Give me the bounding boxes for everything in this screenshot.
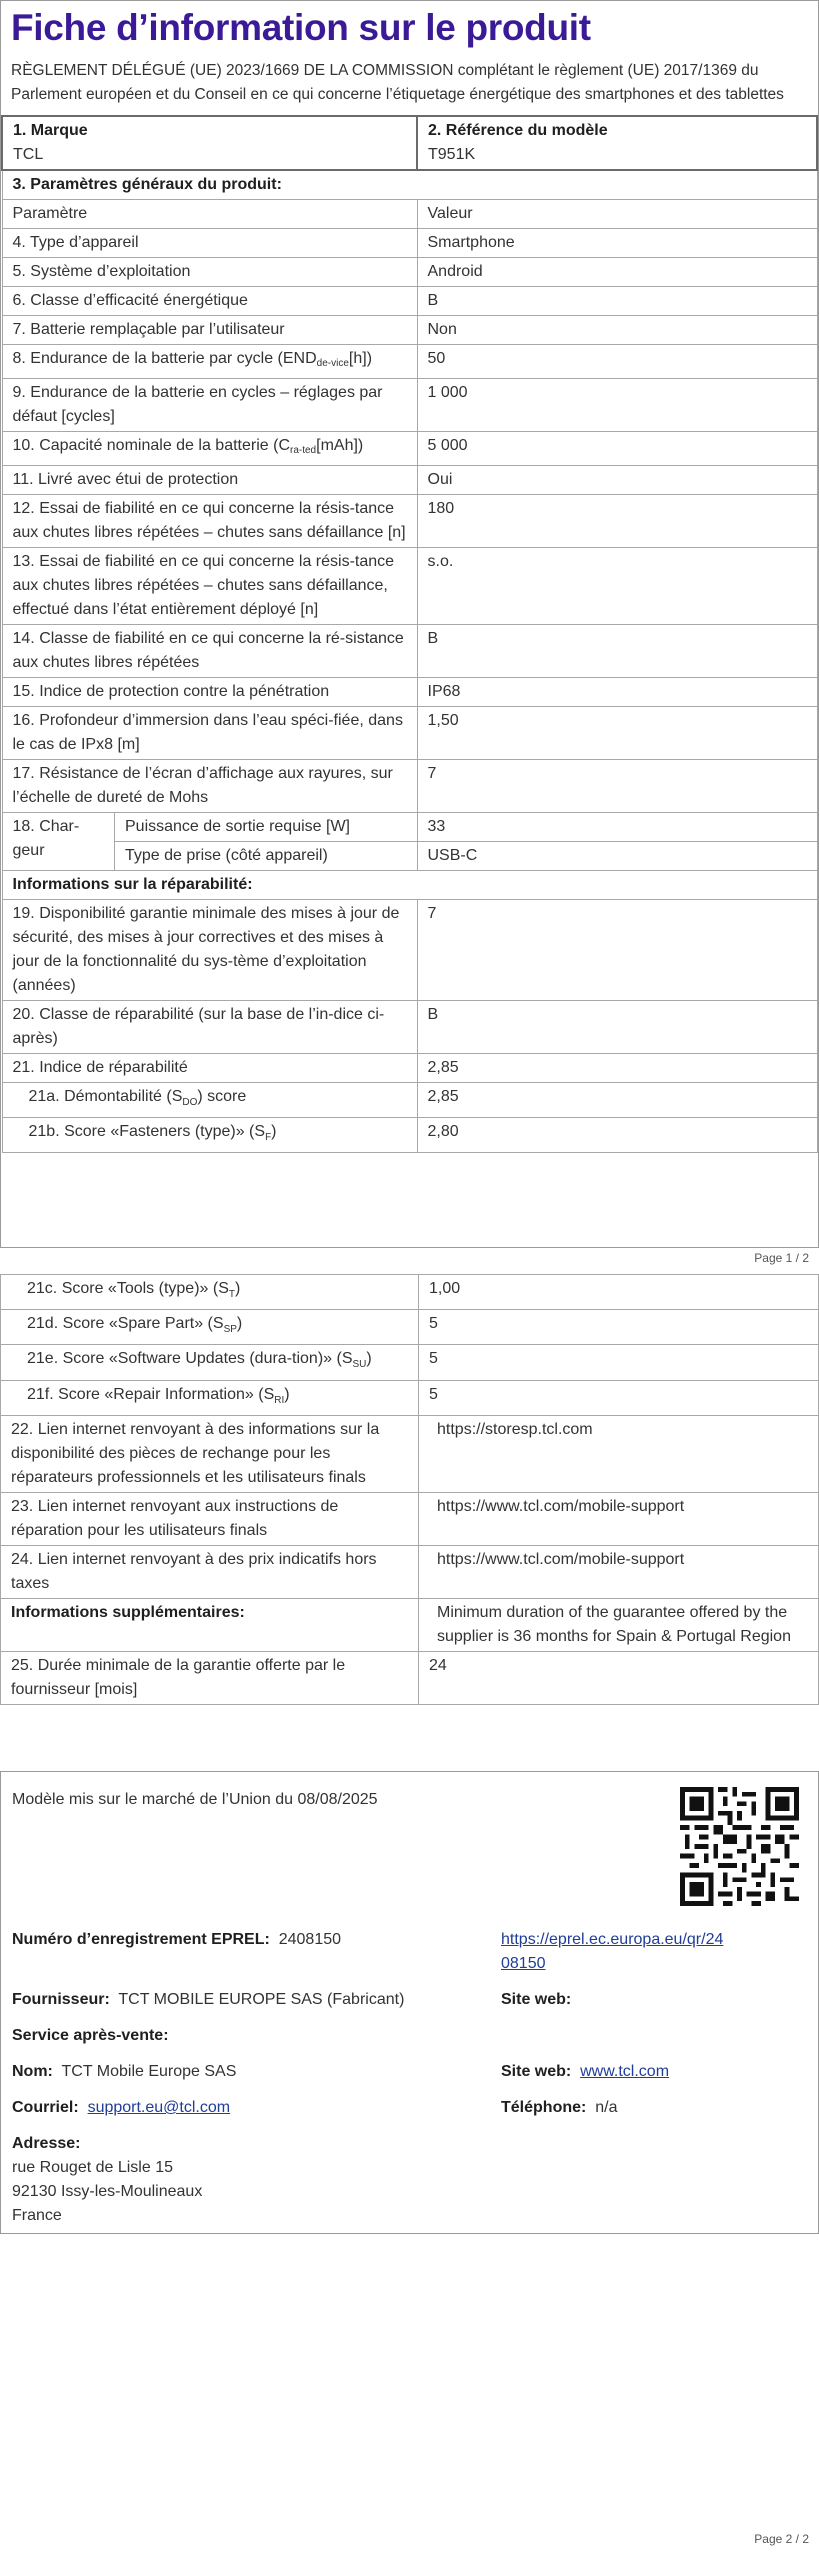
- row-value: B: [417, 625, 817, 678]
- row-label: 20. Classe de réparabilité (sur la base de l’in-dice ci-après): [2, 1001, 417, 1054]
- name-label: Nom:: [12, 2063, 53, 2080]
- contact-box: [0, 1771, 819, 2234]
- row-value: 5: [419, 1380, 819, 1415]
- table-row: [2, 1001, 817, 1054]
- table-row: [2, 345, 817, 379]
- row-value: 180: [417, 495, 817, 548]
- charger-power-value: 33: [418, 813, 817, 842]
- score-subscript: F: [265, 1132, 272, 1144]
- model-label: 2. Référence du modèle: [428, 122, 608, 139]
- website-label: Site web:: [501, 2063, 572, 2080]
- endurance-label-end: [h]): [348, 350, 373, 367]
- eprel-line: [12, 1928, 341, 1952]
- table-row: [2, 1118, 817, 1153]
- row-value: 1 000: [417, 379, 817, 432]
- model-value: T951K: [428, 146, 476, 163]
- supplier-line: [12, 1988, 404, 2012]
- product-info-table: [1, 115, 818, 1153]
- row-label: [2, 1118, 417, 1153]
- supplier-label: Fournisseur:: [12, 1991, 110, 2008]
- page-title: Fiche d’information sur le produit: [11, 7, 591, 48]
- score-label-end: ): [366, 1350, 372, 1368]
- table-row: [2, 548, 817, 625]
- email-label: Courriel:: [12, 2099, 79, 2116]
- row-value: B: [417, 287, 817, 316]
- row-label: 16. Profondeur d’immersion dans l’eau spéci-fiée, dans le cas de IPx8 [m]: [2, 707, 417, 760]
- score-label: 21b. Score «Fasteners (type)» (S: [28, 1123, 266, 1141]
- row-value: 5: [419, 1345, 819, 1380]
- name-value: TCT Mobile Europe SAS: [61, 2063, 237, 2080]
- address-line-1: rue Rouget de Lisle 15: [12, 2159, 173, 2176]
- row-label: [2, 432, 417, 466]
- table-row: [2, 871, 817, 900]
- table-row: [2, 466, 817, 495]
- row-label: 12. Essai de fiabilité en ce qui concerne la résis-tance aux chutes libres répétées – chutes sans défaillance [n]: [2, 495, 417, 548]
- row-label: 6. Classe d’efficacité énergétique: [2, 287, 417, 316]
- score-label-end: ): [271, 1123, 277, 1141]
- row-value: Oui: [417, 466, 817, 495]
- row-value: 2,85: [417, 1083, 817, 1118]
- address-line-2: 92130 Issy-les-Moulineaux: [12, 2183, 203, 2200]
- score-subscript: RI: [274, 1394, 285, 1406]
- eprel-link[interactable]: [501, 1928, 723, 1976]
- row-label: 19. Disponibilité garantie minimale des mises à jour de sécurité, des mises à jour correctives et des mises à jour de la fonctionnalité du sys-tème d’exploitation (années): [2, 900, 417, 1001]
- score-label: 21c. Score «Tools (type)» (S: [27, 1280, 229, 1297]
- charger-cell: [2, 813, 417, 871]
- charger-plug-value: USB-C: [427, 847, 478, 864]
- row-label: 15. Indice de protection contre la pénétration: [2, 678, 417, 707]
- after-sales-label: Service après-vente:: [12, 2027, 169, 2044]
- row-value: 1,50: [417, 707, 817, 760]
- model-cell: [417, 116, 817, 170]
- charger-subtable: [3, 813, 417, 870]
- prices-link[interactable]: https://www.tcl.com/mobile-support: [419, 1545, 819, 1598]
- brand-value: TCL: [13, 146, 44, 163]
- table-row: [2, 229, 817, 258]
- row-value: 24: [419, 1651, 819, 1704]
- row-value: B: [417, 1001, 817, 1054]
- table-row: [2, 678, 817, 707]
- score-label-end: ): [236, 1315, 243, 1333]
- charger-power-label: Puissance de sortie requise [W]: [115, 813, 417, 842]
- table-row: [1, 1598, 819, 1651]
- row-label: 23. Lien internet renvoyant aux instructions de réparation pour les utilisateurs finals: [1, 1492, 419, 1545]
- table-row: [3, 813, 417, 842]
- repair-heading: Informations sur la réparabilité:: [2, 871, 817, 900]
- row-label: [1, 1380, 419, 1415]
- row-label: [1, 1275, 419, 1310]
- website-link[interactable]: www.tcl.com: [580, 2063, 670, 2080]
- table-row: [1, 1545, 819, 1598]
- row-label: [1, 1310, 419, 1345]
- score-label: 21a. Démontabilité (S: [28, 1088, 183, 1105]
- table-row: [2, 116, 817, 170]
- eprel-link-part-1: https://eprel.ec.europa.eu/qr/24: [501, 1931, 724, 1948]
- additional-info-label: Informations supplémentaires:: [1, 1598, 419, 1651]
- row-value: 5 000: [417, 432, 817, 466]
- phone-line: [501, 2096, 617, 2120]
- row-label: [2, 1083, 417, 1118]
- row-label: [1, 1345, 419, 1380]
- row-value: 2,80: [417, 1118, 817, 1153]
- row-label: 11. Livré avec étui de protection: [2, 466, 417, 495]
- page-1: [0, 0, 819, 1248]
- table-row: [1, 1415, 819, 1492]
- score-subscript: SU: [352, 1359, 367, 1371]
- row-label: 24. Lien internet renvoyant à des prix indicatifs hors taxes: [1, 1545, 419, 1598]
- row-value: Android: [417, 258, 817, 287]
- charger-values-cell: [417, 813, 817, 871]
- row-value: 7: [417, 900, 817, 1001]
- charger-label: 18. Char-geur: [3, 813, 115, 870]
- table-row: [1, 1275, 819, 1310]
- address-label: Adresse:: [12, 2135, 81, 2152]
- row-label: [2, 345, 417, 379]
- qr-code-icon: [680, 1787, 799, 1906]
- table-row: [2, 287, 817, 316]
- table-row: [2, 379, 817, 432]
- spare-parts-link[interactable]: https://storesp.tcl.com: [419, 1415, 819, 1492]
- score-label: 21f. Score «Repair Information» (S: [27, 1385, 275, 1403]
- score-label-end: ): [284, 1385, 290, 1403]
- repair-instructions-link[interactable]: https://www.tcl.com/mobile-support: [419, 1492, 819, 1545]
- table-row: [1, 1310, 819, 1345]
- table-row: [2, 316, 817, 345]
- table-row: [2, 1083, 817, 1118]
- row-label: 13. Essai de fiabilité en ce qui concerne la résis-tance aux chutes libres répétées – chutes sans défaillance, effectué dans l’état entièrement déployé [n]: [2, 548, 417, 625]
- row-value: 50: [417, 345, 817, 379]
- address-line-3: France: [12, 2207, 62, 2224]
- endurance-label: 8. Endurance de la batterie par cycle (END: [12, 350, 317, 367]
- table-row: [2, 200, 817, 229]
- row-label: 22. Lien internet renvoyant à des informations sur la disponibilité des pièces de rechange pour les réparateurs professionnels et les utilisateurs finals: [1, 1415, 419, 1492]
- row-label: 4. Type d’appareil: [2, 229, 417, 258]
- phone-label: Téléphone:: [501, 2099, 587, 2116]
- score-subscript: T: [228, 1289, 235, 1301]
- row-label: 25. Durée minimale de la garantie offerte par le fournisseur [mois]: [1, 1651, 419, 1704]
- email-line: [12, 2096, 230, 2120]
- brand-label: 1. Marque: [13, 122, 88, 139]
- score-label: 21e. Score «Software Updates (dura-tion)» (S: [27, 1350, 353, 1368]
- row-value: s.o.: [417, 548, 817, 625]
- row-label: 17. Résistance de l’écran d’affichage aux rayures, sur l’échelle de dureté de Mohs: [2, 760, 417, 813]
- phone-value: n/a: [595, 2099, 618, 2116]
- email-link[interactable]: support.eu@tcl.com: [87, 2099, 231, 2116]
- table-row: [1, 1345, 819, 1380]
- row-label: 14. Classe de fiabilité en ce qui concerne la ré-sistance aux chutes libres répétées: [2, 625, 417, 678]
- table-row: [2, 625, 817, 678]
- score-label: 21d. Score «Spare Part» (S: [27, 1315, 224, 1333]
- score-label-end: ) score: [197, 1088, 247, 1105]
- row-value: Smartphone: [417, 229, 817, 258]
- param-header: Paramètre: [2, 200, 417, 229]
- score-subscript: SP: [223, 1324, 237, 1336]
- capacity-subscript: ra-ted: [290, 445, 317, 456]
- general-heading: 3. Paramètres généraux du produit:: [2, 170, 817, 200]
- row-label: 5. Système d’exploitation: [2, 258, 417, 287]
- capacity-label: 10. Capacité nominale de la batterie (C: [12, 437, 290, 454]
- table-row: [1, 1651, 819, 1704]
- supplier-website-label: Site web:: [501, 1991, 572, 2008]
- table-row: [2, 707, 817, 760]
- row-label: 7. Batterie remplaçable par l’utilisateur: [2, 316, 417, 345]
- table-row: [2, 495, 817, 548]
- table-row: [2, 1054, 817, 1083]
- row-value: IP68: [417, 678, 817, 707]
- row-value: 2,85: [417, 1054, 817, 1083]
- row-label: 9. Endurance de la batterie en cycles – réglages par défaut [cycles]: [2, 379, 417, 432]
- table-row: [2, 258, 817, 287]
- eprel-number: 2408150: [278, 1931, 342, 1948]
- repair-continued-table: [0, 1274, 819, 1705]
- row-label: 21. Indice de réparabilité: [2, 1054, 417, 1083]
- row-value: 7: [417, 760, 817, 813]
- market-date: Modèle mis sur le marché de l’Union du 08/08/2025: [12, 1791, 378, 1808]
- brand-cell: [2, 116, 417, 170]
- score-label-end: ): [234, 1280, 241, 1297]
- table-row: [2, 760, 817, 813]
- name-line: [12, 2060, 236, 2084]
- row-value: Non: [417, 316, 817, 345]
- page-number-2: Page 2 / 2: [754, 2532, 809, 2546]
- charger-plug-label: Type de prise (côté appareil): [125, 847, 328, 864]
- eprel-link-part-2: 08150: [501, 1955, 546, 1972]
- row-value: 1,00: [419, 1275, 819, 1310]
- website-line: [501, 2060, 669, 2084]
- value-header: Valeur: [417, 200, 817, 229]
- table-row: [2, 900, 817, 1001]
- table-row: [1, 1492, 819, 1545]
- row-value: 5: [419, 1310, 819, 1345]
- table-row: [1, 1380, 819, 1415]
- page-number-1: Page 1 / 2: [754, 1251, 809, 1265]
- table-row: [2, 813, 817, 871]
- additional-info-value: Minimum duration of the guarantee offered by the supplier is 36 months for Spain & Portugal Region: [419, 1598, 819, 1651]
- eprel-label: Numéro d’enregistrement EPREL:: [12, 1931, 270, 1948]
- table-row: [2, 432, 817, 466]
- regulation-text: RÈGLEMENT DÉLÉGUÉ (UE) 2023/1669 DE LA COMMISSION complétant le règlement (UE) 2017/1369 du Parlement européen et du Conseil en ce qui concerne l’étiquetage énergétique des smartphones et des tablettes: [11, 62, 784, 103]
- capacity-label-end: [mAh]): [316, 437, 364, 454]
- supplier-value: TCT MOBILE EUROPE SAS (Fabricant): [118, 1991, 405, 2008]
- table-row: [2, 170, 817, 200]
- score-subscript: DO: [182, 1097, 198, 1109]
- endurance-subscript: de-vice: [316, 358, 349, 369]
